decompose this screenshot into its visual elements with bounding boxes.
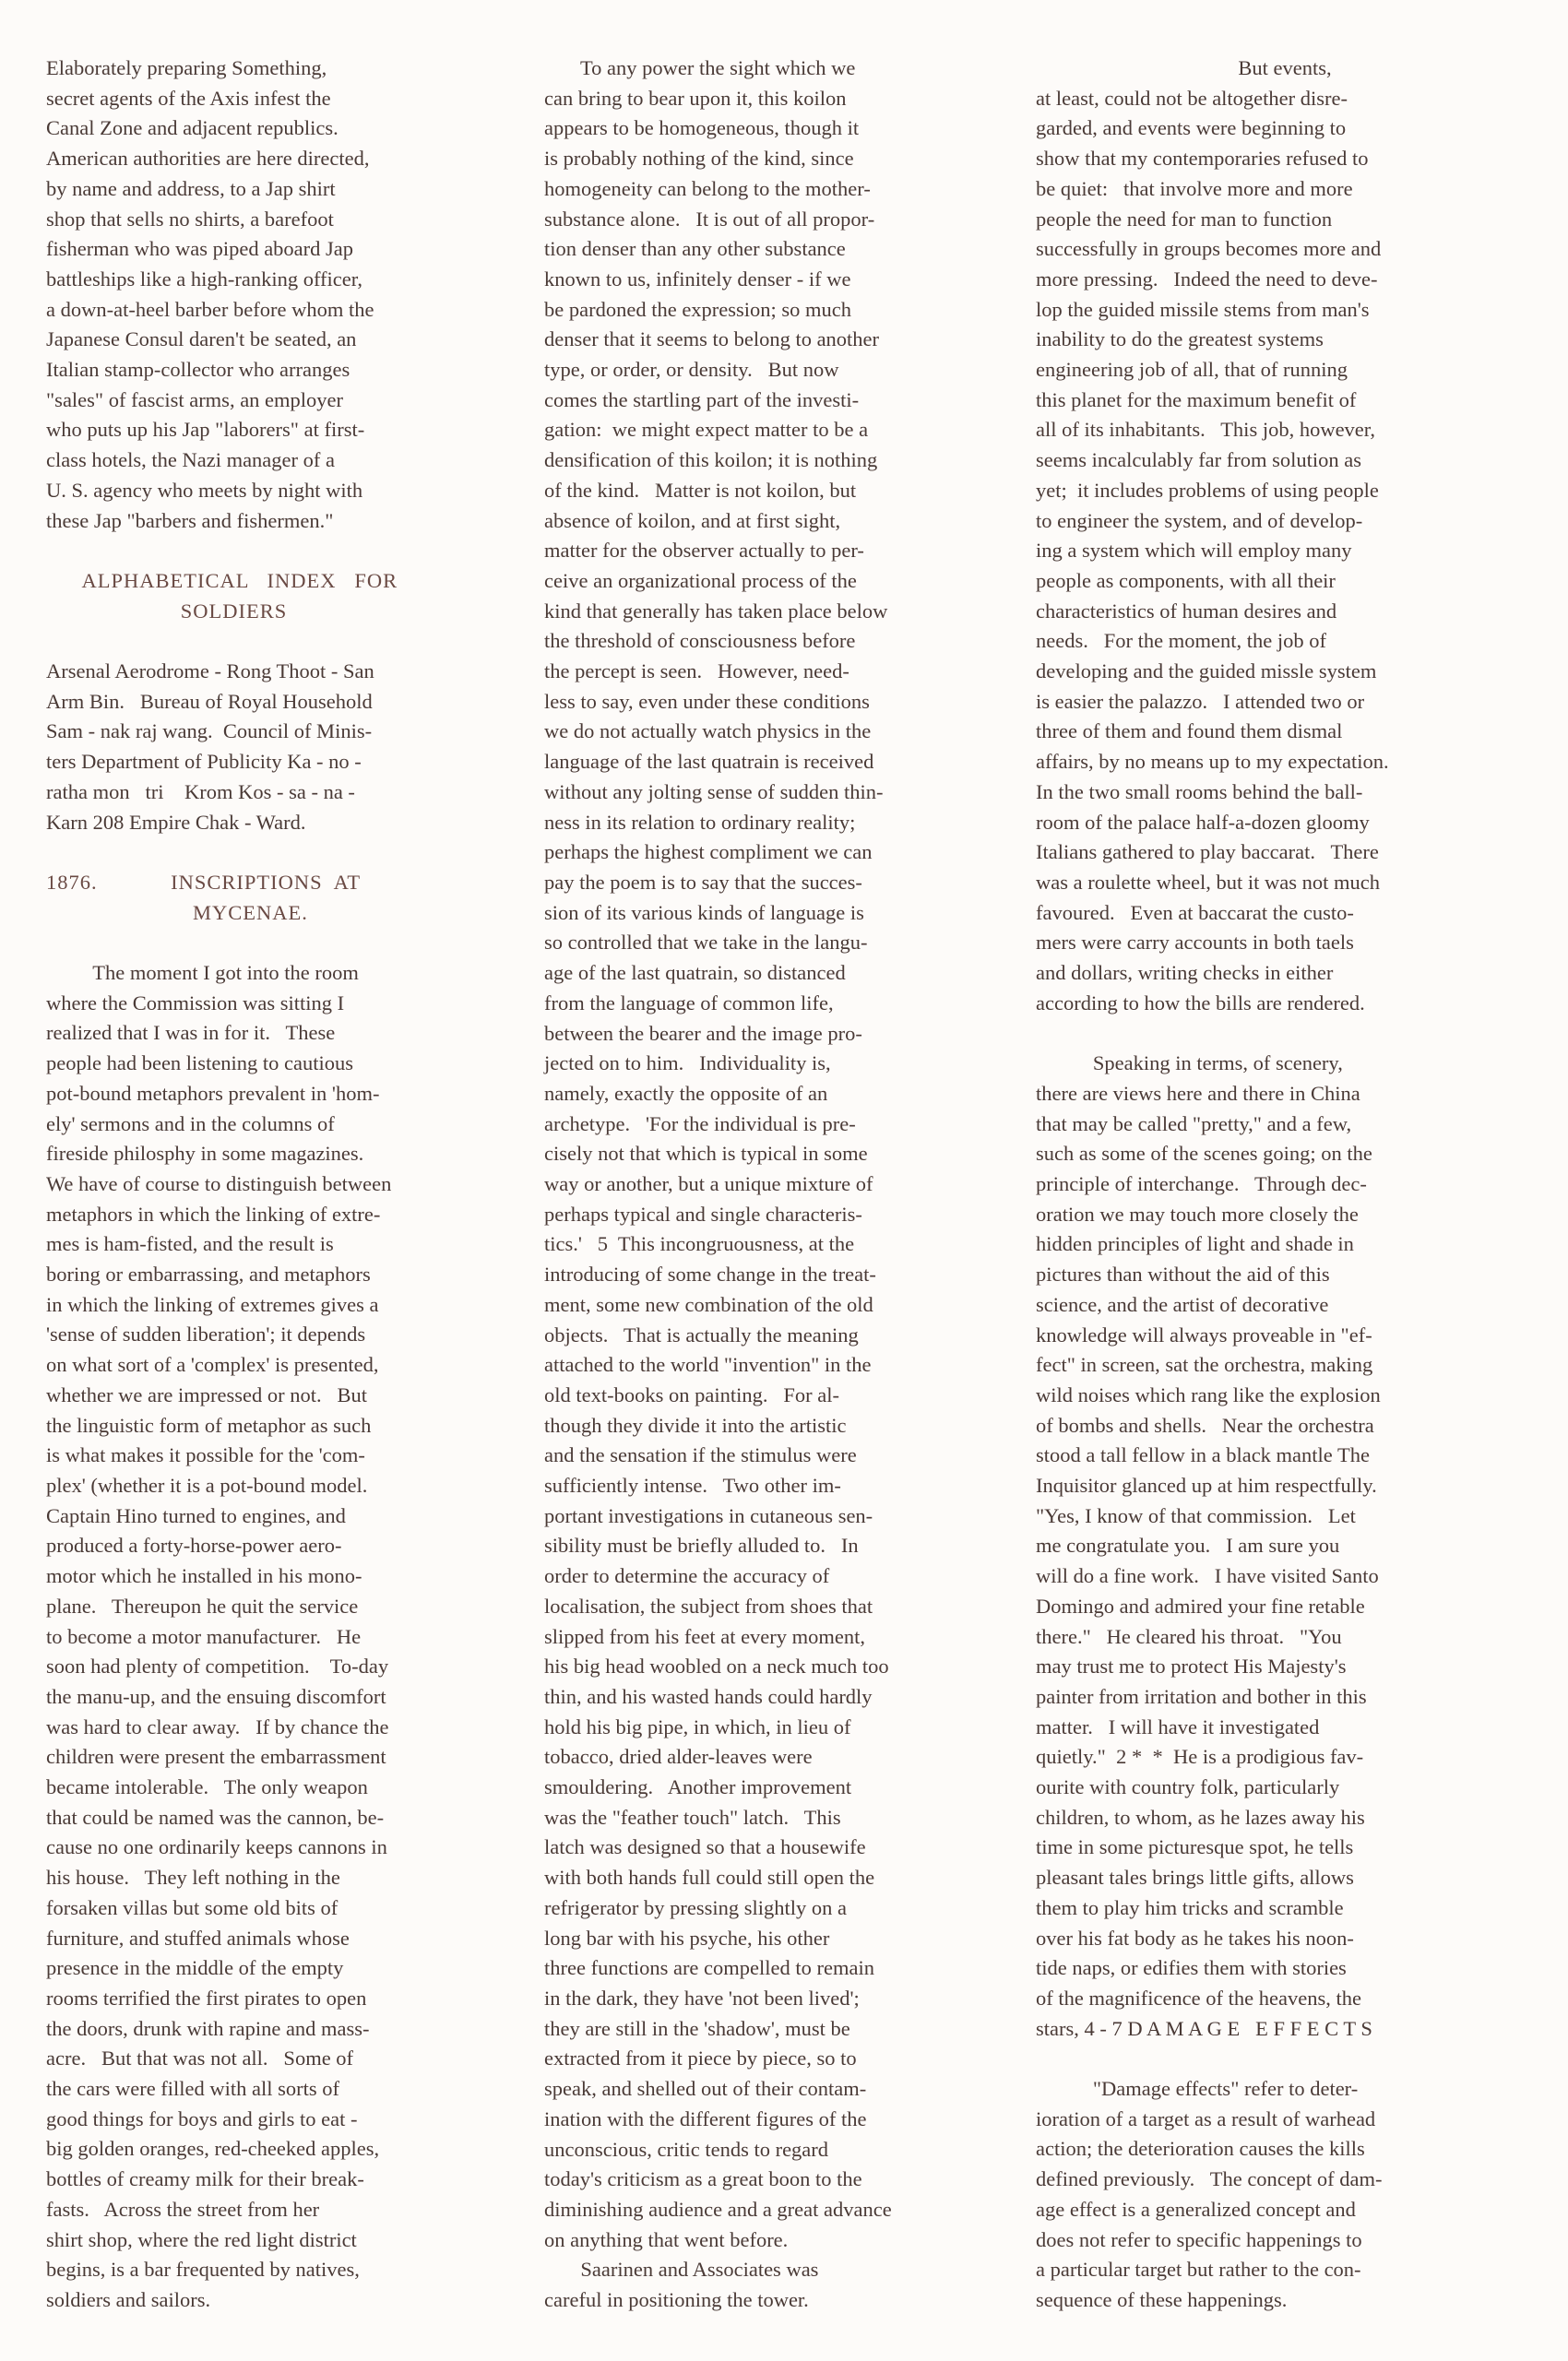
text-line: plane. Thereupon he quit the service (46, 1594, 359, 1618)
text-line: battleships like a high-ranking officer, (46, 267, 362, 291)
text-line: hold his big pipe, in which, in lieu of (544, 1714, 851, 1738)
paragraph-scenery (1036, 1049, 1554, 2044)
text-line: ters Department of Publicity Ka - no - (46, 750, 362, 774)
text-line: characteristics of human desires and (1036, 599, 1337, 623)
text-line: affairs, by no means up to my expectation. (1036, 750, 1389, 774)
text-line: today's criticism as a great boon to the (544, 2167, 862, 2191)
text-line: defined previously. The concept of dam- (1036, 2167, 1383, 2191)
text-line: seems incalculably far from solution as (1036, 448, 1362, 472)
text-line: motor which he installed in his mono- (46, 1564, 362, 1588)
text-line: extracted from it piece by piece, so to (544, 2047, 857, 2070)
text-line: may trust me to protect His Majesty's (1036, 1655, 1347, 1679)
text-line: fect" in screen, sat the orchestra, making (1036, 1353, 1373, 1377)
text-line: with both hands full could still open the (544, 1866, 875, 1890)
text-line: was the "feather touch" latch. This (544, 1805, 841, 1829)
text-line: The moment I got into the room (46, 961, 359, 985)
text-line: yet; it includes problems of using people (1036, 478, 1379, 502)
text-line: "sales" of fascist arms, an employer (46, 387, 344, 411)
text-line: sufficiently intense. Two other im- (544, 1474, 841, 1498)
text-line: begins, is a bar frequented by natives, (46, 2258, 360, 2282)
text-line: known to us, infinitely denser - if we (544, 267, 851, 291)
paragraph-index-entries (46, 657, 530, 837)
text-line: introducing of some change in the treat- (544, 1263, 876, 1287)
text-line: We have of course to distinguish between (46, 1171, 392, 1195)
text-line: U. S. agency who meets by night with (46, 478, 363, 502)
text-line: people as components, with all their (1036, 568, 1336, 592)
text-line: ely' sermons and in the columns of (46, 1111, 335, 1135)
text-line: bottles of creamy milk for their break- (46, 2167, 364, 2191)
text-line: less to say, even under these conditions (544, 689, 870, 713)
text-line: there are views here and there in China (1036, 1081, 1360, 1105)
text-line: rooms terrified the first pirates to open (46, 1986, 367, 2010)
text-line: engineering job of all, that of running (1036, 358, 1348, 382)
text-line: way or another, but a unique mixture of (544, 1172, 873, 1196)
text-line: type, or order, or density. But now (544, 358, 839, 382)
text-line: denser that it seems to belong to another (544, 327, 880, 351)
text-line: Japanese Consul daren't be seated, an (46, 327, 357, 351)
text-line: ioration of a target as a result of warhead (1036, 2106, 1376, 2130)
text-line: soldiers and sailors. (46, 2287, 211, 2311)
text-line: age effect is a generalized concept and (1036, 2197, 1356, 2221)
document-page (46, 53, 1554, 2331)
text-line: sion of its various kinds of language is (544, 900, 864, 924)
text-line: ination with the different figures of the (544, 2106, 867, 2130)
text-line: three of them and found them dismal (1036, 719, 1343, 743)
text-line: is what makes it possible for the 'com- (46, 1443, 365, 1467)
text-line: and dollars, writing checks in either (1036, 961, 1334, 985)
text-line: will do a fine work. I have visited Santo (1036, 1564, 1379, 1588)
text-line: painter from irritation and bother in this (1036, 1684, 1367, 1708)
text-line: all of its inhabitants. This job, however, (1036, 418, 1376, 442)
text-line: ALPHABETICAL INDEX FOR (46, 568, 398, 592)
heading-inscriptions (46, 868, 530, 928)
text-line: mers were carry accounts in both taels (1036, 931, 1354, 955)
text-line: in the dark, they have 'not been lived'; (544, 1987, 860, 2010)
text-line: class hotels, the Nazi manager of a (46, 448, 336, 472)
text-line: matter for the observer actually to per- (544, 539, 864, 563)
text-line: me congratulate you. I am sure you (1036, 1534, 1340, 1558)
text-line: realized that I was in for it. These (46, 1021, 336, 1045)
text-line: long bar with his psyche, his other (544, 1926, 830, 1950)
text-line: that could be named was the cannon, be- (46, 1805, 385, 1829)
text-line: from the language of common life, (544, 991, 834, 1014)
text-line: But events, (1036, 56, 1332, 79)
text-line: big golden oranges, red-cheeked apples, (46, 2137, 380, 2161)
text-line: attached to the world "invention" in the (544, 1353, 872, 1377)
text-line: perhaps the highest compliment we can (544, 840, 873, 864)
text-line: we do not actually watch physics in the (544, 719, 872, 743)
text-line: Italians gathered to play baccarat. There (1036, 840, 1379, 864)
text-line: such as some of the scenes going; on the (1036, 1142, 1372, 1166)
text-line: pictures than without the aid of this (1036, 1263, 1330, 1287)
text-line: matter. I will have it investigated (1036, 1714, 1320, 1738)
text-line: archetype. 'For the individual is pre- (544, 1111, 856, 1135)
text-line: furniture, and stuffed animals whose (46, 1926, 350, 1950)
text-line: quietly." 2 * * He is a prodigious fav- (1036, 1745, 1364, 1769)
text-line: be pardoned the expression; so much (544, 297, 852, 321)
text-line: lop the guided missile stems from man's (1036, 297, 1370, 321)
text-line: cause no one ordinarily keeps cannons in (46, 1835, 387, 1859)
text-line: whether we are impressed or not. But (46, 1382, 368, 1406)
text-line: though they divide it into the artistic (544, 1413, 847, 1437)
text-line: Domingo and admired your fine retable (1036, 1594, 1365, 1618)
text-line: namely, exactly the opposite of an (544, 1081, 828, 1105)
text-line: "Damage effects" refer to deter- (1036, 2077, 1359, 2101)
text-line: MYCENAE. (46, 900, 308, 924)
text-line: on what sort of a 'complex' is presented, (46, 1353, 379, 1377)
text-line: fasts. Across the street from her (46, 2197, 320, 2221)
text-line: boring or embarrassing, and metaphors (46, 1263, 371, 1287)
text-line: cisely not that which is typical in some (544, 1142, 868, 1166)
paragraph-events (1036, 53, 1554, 1019)
text-line: does not refer to specific happenings to (1036, 2227, 1362, 2251)
text-line: slipped from his feet at every moment, (544, 1624, 866, 1648)
text-line: garded, and events were beginning to (1036, 116, 1347, 140)
text-line: the linguistic form of metaphor as such (46, 1413, 372, 1437)
paragraph-damage-effects (1036, 2074, 1554, 2316)
text-line: produced a forty-horse-power aero- (46, 1534, 342, 1558)
text-line: people the need for man to function (1036, 207, 1333, 231)
text-line: soon had plenty of competition. To-day (46, 1655, 389, 1679)
paragraph-axis-agents (46, 53, 530, 536)
text-line: by name and address, to a Jap shirt (46, 176, 336, 200)
text-line: refrigerator by pressing slightly on a (544, 1895, 848, 1919)
text-line: three functions are compelled to remain (544, 1956, 874, 1980)
text-line: them to play him tricks and scramble (1036, 1895, 1344, 1919)
text-line: the threshold of consciousness before (544, 629, 856, 653)
text-line: between the bearer and the image pro- (544, 1021, 862, 1045)
text-line: homogeneity can belong to the mother- (544, 176, 871, 200)
text-line: the cars were filled with all sorts of (46, 2077, 340, 2101)
text-line: Sam - nak raj wang. Council of Minis- (46, 719, 373, 743)
text-line: the manu-up, and the ensuing discomfort (46, 1684, 386, 1708)
text-line: pay the poem is to say that the succes- (544, 870, 862, 894)
text-line: oration we may touch more closely the (1036, 1202, 1359, 1226)
text-line: tobacco, dried alder-leaves were (544, 1745, 813, 1769)
text-line: SOLDIERS (46, 599, 288, 623)
text-line: 1876. INSCRIPTIONS AT (46, 870, 362, 894)
text-line: knowledge will always proveable in "ef- (1036, 1323, 1372, 1347)
text-line: so controlled that we take in the langu- (544, 931, 868, 955)
text-line: a particular target but rather to the con- (1036, 2258, 1361, 2282)
text-line: hidden principles of light and shade in (1036, 1232, 1354, 1256)
text-line: a down-at-heel barber before whom the (46, 297, 374, 321)
text-line: Speaking in terms, of scenery, (1036, 1051, 1343, 1075)
text-line: Canal Zone and adjacent republics. (46, 116, 339, 140)
text-line: these Jap "barbers and fishermen." (46, 508, 334, 532)
text-line: "Yes, I know of that commission. Let (1036, 1503, 1356, 1527)
text-line: jected on to him. Individuality is, (544, 1051, 831, 1075)
text-line: thin, and his wasted hands could hardly (544, 1684, 873, 1708)
text-line: metaphors in which the linking of extre- (46, 1202, 381, 1226)
text-line: to engineer the system, and of develop- (1036, 508, 1363, 532)
text-line: good things for boys and girls to eat - (46, 2106, 358, 2130)
text-line: diminishing audience and a great advance (544, 2197, 892, 2221)
text-line: wild noises which rang like the explosion (1036, 1382, 1381, 1406)
text-line: on anything that went before. (544, 2227, 789, 2251)
text-line: this planet for the maximum benefit of (1036, 387, 1357, 411)
text-line: more pressing. Indeed the need to deve- (1036, 267, 1378, 291)
text-line: room of the palace half-a-dozen gloomy (1036, 810, 1370, 834)
text-line: shirt shop, where the red light district (46, 2227, 357, 2251)
text-column-1 (46, 53, 530, 2316)
text-line: forsaken villas but some old bits of (46, 1895, 339, 1919)
text-line: comes the startling part of the investi- (544, 387, 860, 411)
text-line: ratha mon tri Krom Kos - sa - na - (46, 779, 355, 803)
text-line: Arm Bin. Bureau of Royal Household (46, 689, 373, 713)
text-line: kind that generally has taken place below (544, 599, 888, 623)
text-line: ness in its relation to ordinary reality; (544, 810, 856, 834)
text-line: substance alone. It is out of all propor- (544, 207, 875, 231)
text-line: pleasant tales brings little gifts, allows (1036, 1866, 1354, 1890)
text-line: fisherman who was piped aboard Jap (46, 237, 354, 261)
text-line: his house. They left nothing in the (46, 1866, 340, 1890)
text-line: mes is ham-fisted, and the result is (46, 1232, 334, 1256)
text-line: was a roulette wheel, but it was not much (1036, 870, 1381, 894)
text-line: gation: we might expect matter to be a (544, 418, 869, 442)
text-line: is probably nothing of the kind, since (544, 147, 854, 171)
text-line: according to how the bills are rendered. (1036, 991, 1365, 1014)
text-line: Elaborately preparing Something, (46, 56, 327, 79)
text-line: at least, could not be altogether disre- (1036, 86, 1348, 110)
text-line: ceive an organizational process of the (544, 568, 857, 592)
text-line: who puts up his Jap "laborers" at first- (46, 418, 365, 442)
text-line: of the kind. Matter is not koilon, but (544, 478, 857, 502)
text-line: where the Commission was sitting I (46, 991, 345, 1014)
text-line: there." He cleared his throat. "You (1036, 1624, 1342, 1648)
text-line: smouldering. Another improvement (544, 1775, 852, 1799)
text-line: his big head woobled on a neck much too (544, 1655, 889, 1679)
text-line: Inquisitor glanced up at him respectfully. (1036, 1474, 1377, 1498)
text-line: In the two small rooms behind the ball- (1036, 779, 1363, 803)
text-line: sibility must be briefly alluded to. In (544, 1534, 859, 1558)
text-line: perhaps typical and single characteris- (544, 1202, 862, 1226)
text-line: shop that sells no shirts, a barefoot (46, 207, 334, 231)
text-line: children, to whom, as he lazes away his (1036, 1805, 1365, 1829)
text-line: ourite with country folk, particularly (1036, 1775, 1340, 1799)
text-line: they are still in the 'shadow', must be (544, 2016, 850, 2040)
text-line: 'sense of sudden liberation'; it depends (46, 1323, 366, 1347)
text-line: science, and the artist of decorative (1036, 1292, 1329, 1316)
text-line: latch was designed so that a housewife (544, 1835, 866, 1859)
text-line: sequence of these happenings. (1036, 2288, 1288, 2311)
text-line: that may be called "pretty," and a few, (1036, 1111, 1352, 1135)
text-line: ment, some new combination of the old (544, 1292, 873, 1316)
text-line: secret agents of the Axis infest the (46, 86, 331, 110)
text-line: Italian stamp-collector who arranges (46, 358, 350, 382)
text-line: be quiet: that involve more and more (1036, 176, 1353, 200)
text-line: became intolerable. The only weapon (46, 1775, 368, 1799)
text-line: Arsenal Aerodrome - Rong Thoot - San (46, 659, 374, 683)
text-line: favoured. Even at baccarat the custo- (1036, 900, 1354, 924)
text-line: presence in the middle of the empty (46, 1956, 344, 1980)
text-line: principle of interchange. Through dec- (1036, 1172, 1367, 1195)
text-line: To any power the sight which we (544, 56, 856, 79)
text-line: unconscious, critic tends to regard (544, 2137, 829, 2161)
text-line: Karn 208 Empire Chak - Ward. (46, 810, 306, 834)
text-line: over his fat body as he takes his noon- (1036, 1926, 1354, 1950)
text-line: of the magnificence of the heavens, the (1036, 1986, 1361, 2010)
text-line: objects. That is actually the meaning (544, 1323, 859, 1347)
text-line: careful in positioning the tower. (544, 2288, 809, 2312)
text-line: was hard to clear away. If by chance the (46, 1714, 389, 1738)
text-line: stars, 4 - 7 D A M A G E E F F E C T S (1036, 2016, 1372, 2040)
text-line: successfully in groups becomes more and (1036, 237, 1382, 261)
text-column-2 (544, 53, 1056, 2316)
text-line: speak, and shelled out of their contam- (544, 2077, 867, 2101)
text-line: tics.' 5 This incongruousness, at the (544, 1232, 855, 1256)
paragraph-koilon (544, 53, 1056, 2316)
text-line: developing and the guided missle system (1036, 659, 1377, 683)
text-line: can bring to bear upon it, this koilon (544, 86, 847, 110)
text-line: is easier the palazzo. I attended two or (1036, 689, 1365, 713)
text-line: time in some picturesque spot, he tells (1036, 1835, 1354, 1859)
text-line: inability to do the greatest systems (1036, 327, 1324, 351)
text-line: portant investigations in cutaneous sen- (544, 1503, 873, 1527)
text-line: of bombs and shells. Near the orchestra (1036, 1413, 1374, 1437)
text-line: tide naps, or edifies them with stories (1036, 1956, 1347, 1980)
text-line: age of the last quatrain, so distanced (544, 961, 846, 985)
text-line: localisation, the subject from shoes that (544, 1594, 873, 1618)
text-line: tion denser than any other substance (544, 237, 846, 261)
text-line: appears to be homogeneous, though it (544, 116, 860, 140)
heading-alphabetical-index (46, 566, 530, 626)
text-line: the percept is seen. However, need- (544, 659, 849, 683)
text-line: people had been listening to cautious (46, 1051, 354, 1075)
text-line: densification of this koilon; it is nothing (544, 448, 878, 472)
text-line: language of the last quatrain is received (544, 750, 874, 774)
text-line: to become a motor manufacturer. He (46, 1624, 362, 1648)
text-line: in which the linking of extremes gives a (46, 1292, 379, 1316)
text-line: plex' (whether it is a pot-bound model. (46, 1473, 368, 1497)
paragraph-commission (46, 958, 530, 2316)
text-line: Saarinen and Associates was (544, 2258, 819, 2282)
text-line: American authorities are here directed, (46, 147, 370, 171)
text-line: show that my contemporaries refused to (1036, 147, 1369, 171)
text-line: acre. But that was not all. Some of (46, 2047, 354, 2070)
text-line: without any jolting sense of sudden thin- (544, 779, 884, 803)
text-line: needs. For the moment, the job of (1036, 629, 1326, 653)
text-line: old text-books on painting. For al- (544, 1382, 839, 1406)
text-column-3 (1036, 53, 1554, 2316)
text-line: action; the deterioration causes the kills (1036, 2137, 1365, 2161)
text-line: ing a system which will employ many (1036, 539, 1352, 563)
text-line: and the sensation if the stimulus were (544, 1443, 857, 1467)
text-line: Captain Hino turned to engines, and (46, 1503, 346, 1527)
text-line: stood a tall fellow in a black mantle The (1036, 1443, 1370, 1467)
text-line: pot-bound metaphors prevalent in 'hom- (46, 1081, 380, 1105)
text-line: order to determine the accuracy of (544, 1564, 830, 1588)
text-line: absence of koilon, and at first sight, (544, 508, 841, 532)
text-line: children were present the embarrassment (46, 1745, 386, 1769)
text-line: fireside philosphy in some magazines. (46, 1142, 364, 1166)
text-line: the doors, drunk with rapine and mass- (46, 2016, 370, 2040)
